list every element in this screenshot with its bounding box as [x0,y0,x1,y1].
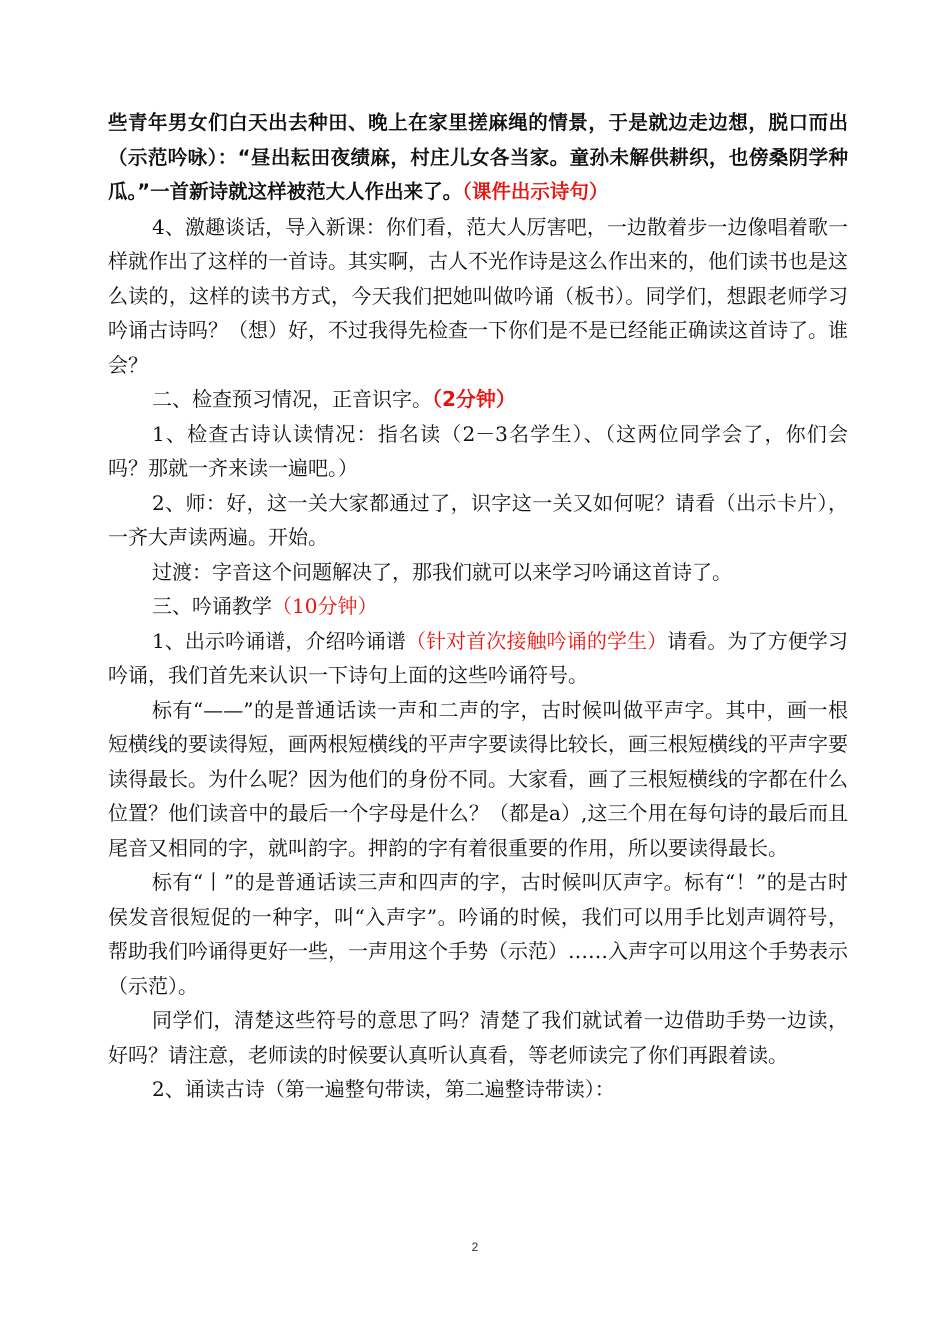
intro-notation-before: 1、出示吟诵谱，介绍吟诵谱 [152,628,406,653]
paragraph-recite-poem: 2、诵读古诗（第一遍整句带读，第二遍整诗带读）： [152,1077,615,1101]
poem-story-text: 些青年男女们白天出去种田、晚上在家里搓麻绳的情景，于是就边走边想，脱口而出（示范吟咏）：“昼出耘田夜绩麻，村庄儿女各当家。童孙未解供耕织，也傍桑阴学种瓜。”一首新诗就这样被范大人作出来了。 [108,111,848,203]
paragraph-transition: 过渡：字音这个问题解决了，那我们就可以来学习吟诵这首诗了。 [152,559,732,584]
paragraph-level-tone: 标有“——”的是普通话读一声和二声的字，古时候叫做平声字。其中，画一根短横线的要读得短，画两根短横线的平声字要读得比较长，画三根短横线的平声字要读得最长。为什么呢？因为他们的身份不同。大家看，画了三根短横线的字都在什么位置？他们读音中的最后一个字母是什么？（都是a）,这三个用在每句诗的最后而且尾音又相同的字，就叫韵字。押韵的字有着很重要的作用，所以要读得最长。 [108,697,848,860]
section-heading-3-text: 三、吟诵教学 [152,594,272,618]
page-number: 2 [471,1240,479,1254]
courseware-note: （课件出示诗句） [462,180,609,203]
paragraph-oblique-tone: 标有“丨”的是普通话读三声和四声的字，古时候叫仄声字。标有“！”的是古时侯发音很短促的一种字，叫“入声字”。吟诵的时候，我们可以用手比划声调符号，帮助我们吟诵得更好一些，一声用这个手势（示范）……入声字可以用这个手势表示（示范）。 [108,870,848,998]
section-heading-3 [108,589,848,624]
paragraph-gesture-reading: 同学们，清楚这些符号的意思了吗？清楚了我们就试着一边借助手势一边读，好吗？请注意，老师读的时候要认真听认真看，等老师读完了你们再跟着读。 [108,1008,848,1067]
paragraph-check-characters: 2、师：好，这一关大家都通过了，识字这一关又如何呢？请看（出示卡片），一齐大声读两遍。开始。 [108,490,848,549]
paragraph-check-reading: 1、检查古诗认读情况：指名读（2－3名学生）、（这两位同学会了，你们会吗？那就一齐来读一遍吧。） [108,421,848,480]
section-heading-2 [108,382,848,417]
section-heading-3-time: （10分钟） [272,594,378,618]
paragraph-intro-notation [108,624,848,693]
body-text [108,106,848,1107]
section-heading-2-text: 二、检查预习情况，正音识字。 [152,387,432,411]
section-heading-2-time: （2分钟） [432,387,516,411]
intro-notation-note: （针对首次接触吟诵的学生） [405,628,668,653]
paragraph-poem-story [108,106,848,210]
paragraph-step-4: 4、激趣谈话，导入新课：你们看，范大人厉害吧，一边散着步一边像唱着歌一样就作出了这样的一首诗。其实啊，古人不光作诗是这么作出来的，他们读书也是这么读的，这样的读书方式，今天我们把她叫做吟诵（板书）。同学们，想跟老师学习吟诵古诗吗？（想）好，不过我得先检查一下你们是不是已经能正确读这首诗了。谁会？ [108,214,848,377]
intro-notation-after: 请看。为了方便学习吟诵，我们首先来认识一下诗句上面的这些吟诵符号。 [108,628,849,687]
